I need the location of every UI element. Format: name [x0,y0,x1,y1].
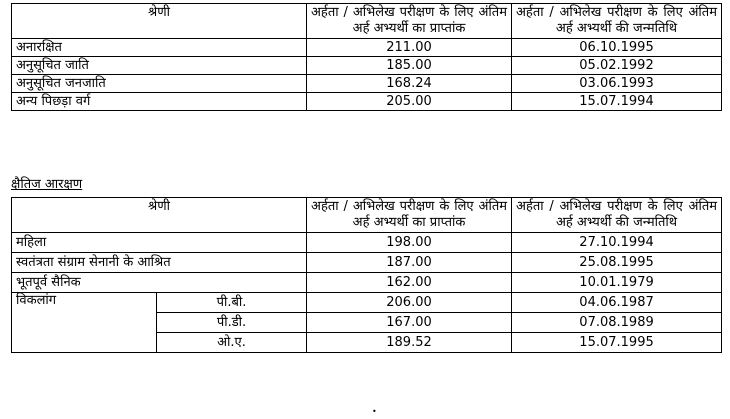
row-score: 168.24 [307,75,512,93]
table-row [12,39,722,57]
row-category: अनुसूचित जाति [12,57,307,75]
row-category: स्वतंत्रता संग्राम सेनानी के आश्रित [12,253,307,273]
table-row [12,273,722,293]
row-score: 187.00 [307,253,512,273]
header-score: अर्हता / अभिलेख परीक्षण के लिए अंतिम अर्ह अभ्यर्थी का प्राप्तांक [307,4,512,39]
row-score: 205.00 [307,93,512,111]
row-category: अन्य पिछड़ा वर्ग [12,93,307,111]
row-dob: 06.10.1995 [512,39,722,57]
row-dob: 05.02.1992 [512,57,722,75]
row-dob: 10.01.1979 [512,273,722,293]
row-subcategory: पी.बी. [157,293,307,313]
row-score: 167.00 [307,313,512,333]
table-row [12,75,722,93]
table-row [12,93,722,111]
row-score: 162.00 [307,273,512,293]
table-header-row [12,4,722,39]
row-dob: 27.10.1994 [512,233,722,253]
row-score: 211.00 [307,39,512,57]
row-category: अनुसूचित जनजाति [12,75,307,93]
row-score: 185.00 [307,57,512,75]
vertical-reservation-table [11,3,722,111]
row-category: अनारक्षित [12,39,307,57]
table-row [12,57,722,75]
horizontal-reservation-table [11,197,722,353]
row-dob: 03.06.1993 [512,75,722,93]
header-category: श्रेणी [12,4,307,39]
row-score: 189.52 [307,333,512,353]
header-score: अर्हता / अभिलेख परीक्षण के लिए अंतिम अर्ह अभ्यर्थी का प्राप्तांक [307,198,512,233]
table-row [12,233,722,253]
row-dob: 07.08.1989 [512,313,722,333]
row-dob: 25.08.1995 [512,253,722,273]
scan-dot: • [372,407,377,416]
row-subcategory: ओ.ए. [157,333,307,353]
row-score: 198.00 [307,233,512,253]
section-title-horizontal-reservation: क्षैतिज आरक्षण [11,177,83,192]
header-dob: अर्हता / अभिलेख परीक्षण के लिए अंतिम अर्ह अभ्यर्थी की जन्मतिथि [512,198,722,233]
table-row [12,253,722,273]
row-category: भूतपूर्व सैनिक [12,273,307,293]
row-dob: 04.06.1987 [512,293,722,313]
header-dob: अर्हता / अभिलेख परीक्षण के लिए अंतिम अर्ह अभ्यर्थी की जन्मतिथि [512,4,722,39]
row-category-disabled: विकलांग [12,293,157,353]
table-header-row [12,198,722,233]
row-dob: 15.07.1995 [512,333,722,353]
row-score: 206.00 [307,293,512,313]
row-category: महिला [12,233,307,253]
row-subcategory: पी.डी. [157,313,307,333]
table-row [12,293,722,313]
row-dob: 15.07.1994 [512,93,722,111]
header-category: श्रेणी [12,198,307,233]
